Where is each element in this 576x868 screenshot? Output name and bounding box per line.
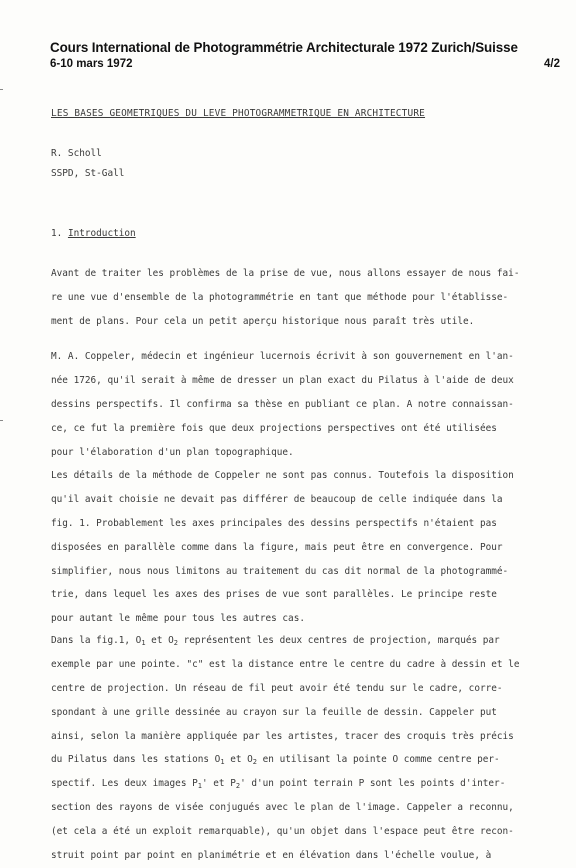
scan-mark — [0, 89, 3, 90]
text-line — [51, 629, 541, 653]
text-line: simplifier, nous nous limitons au traitement du cas dit normal de la photogrammé- — [51, 565, 509, 577]
page-header — [50, 40, 560, 70]
text-line: (et cela a été un exploit remarquable), qu'un objet dans l'espace peut être recon- — [51, 826, 514, 838]
section-title: Introduction — [67, 228, 136, 239]
page-number: 4/2 — [544, 58, 560, 70]
text-line: re une vue d'ensemble de la photogrammétrie en tant que méthode pour l'établisse- — [51, 291, 509, 303]
text-fragment: du Pilatus dans les stations O — [51, 754, 221, 766]
text-line: struit point par point en planimétrie et en élévation dans l'échelle voulue, à — [51, 850, 492, 862]
text-line: exemple par une pointe. "c" est la distance entre le centre du cadre à dessin et le — [51, 658, 520, 670]
text-line: pour autant le même pour tous les autres cas. — [51, 613, 305, 625]
text-line: ainsi, selon la manière appliquée par les artistes, tracer des croquis très précis — [51, 730, 514, 742]
text-fragment: et O — [224, 754, 253, 766]
text-line: section des rayons de visée conjugués avec le plan de l'image. Cappeler a reconnu, — [51, 802, 514, 814]
document-title: LES BASES GEOMETRIQUES DU LEVE PHOTOGRAMMETRIQUE EN ARCHITECTURE — [51, 108, 426, 119]
paragraph-4 — [51, 629, 541, 868]
conference-date: 6-10 mars 1972 — [50, 58, 133, 70]
text-line: spondant à une grille dessinée au crayon sur la feuille de dessin. Cappeler put — [51, 706, 497, 718]
text-line: née 1726, qu'il serait à même de dresser un plan exact du Pilatus à l'aide de deux — [51, 374, 514, 386]
text-fragment: et O — [145, 635, 174, 646]
text-line — [51, 748, 541, 772]
text-line: centre de projection. Un réseau de fil peut avoir été tendu sur le cadre, corre- — [51, 682, 503, 694]
subscript: 2 — [235, 782, 241, 791]
text-line: fig. 1. Probablement les axes principales des dessins perspectifs n'étaient pas — [51, 517, 497, 529]
scan-mark — [0, 420, 3, 421]
section-heading — [51, 228, 136, 239]
text-line: qu'il avait choisie ne devait pas différer de beaucoup de celle indiquée dans la — [51, 493, 503, 505]
text-line: Les détails de la méthode de Coppeler ne sont pas connus. Toutefois la disposition — [51, 470, 514, 481]
text-fragment: ' d'un point terrain P sont les points d'inter- — [240, 778, 506, 790]
author-affiliation: SSPD, St-Gall — [51, 168, 125, 179]
text-fragment: spectif. Les deux images P — [51, 778, 198, 790]
text-line: disposées en parallèle comme dans la figure, mais peut être en convergence. Pour — [51, 541, 503, 553]
text-line: M. A. Coppeler, médecin et ingénieur lucernois écrivit à son gouvernement en l'an- — [51, 351, 514, 362]
paragraph-3 — [51, 464, 541, 631]
subscript: 1 — [197, 782, 202, 791]
text-line: pour l'élaboration d'un plan topographique. — [51, 446, 294, 458]
subscript: 1 — [141, 639, 146, 647]
subscript: 1 — [220, 758, 225, 767]
paragraph-1 — [51, 262, 541, 334]
paragraph-2 — [51, 345, 541, 464]
text-fragment: représentent les deux centres de projection, marqués par — [177, 635, 500, 646]
subscript: 2 — [252, 758, 257, 767]
text-fragment: en utilisant la pointe O comme centre per- — [257, 754, 500, 766]
text-fragment: ' et P — [201, 778, 236, 790]
text-line — [51, 772, 541, 796]
text-line: Avant de traiter les problèmes de la prise de vue, nous allons essayer de nous fai- — [51, 268, 520, 279]
text-fragment: Dans la fig.1, O — [51, 635, 142, 646]
header-row — [50, 58, 560, 70]
conference-title: Cours International de Photogrammétrie Architecturale 1972 Zurich/Suisse — [50, 40, 518, 55]
text-line: ce, ce fut la première fois que deux projections perspectives ont été utilisées — [51, 422, 497, 434]
text-line: ment de plans. Pour cela un petit aperçu historique nous paraît très utile. — [51, 315, 475, 327]
author-name: R. Scholl — [51, 148, 102, 159]
text-line: trie, dans lequel les axes des prises de vue sont parallèles. Le principe reste — [51, 589, 497, 601]
text-line: dessins perspectifs. Il confirma sa thèse en publiant ce plan. A notre connaissan- — [51, 398, 514, 410]
section-number: 1. — [51, 228, 68, 239]
subscript: 2 — [173, 639, 178, 647]
